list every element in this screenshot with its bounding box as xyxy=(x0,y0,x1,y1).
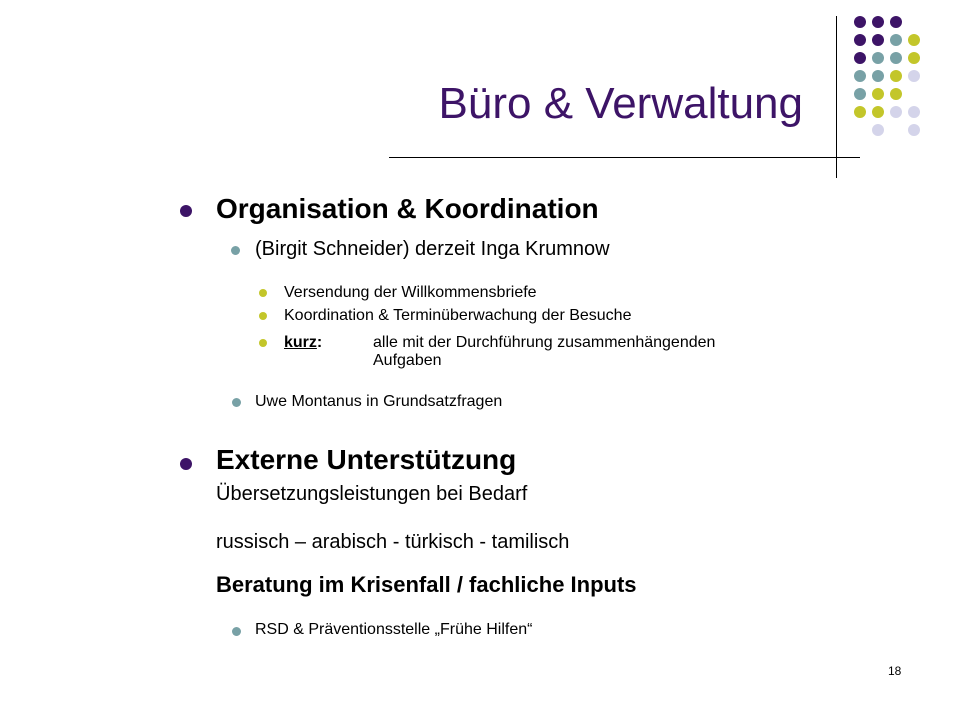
level2-bullet xyxy=(231,246,240,255)
decorative-dot xyxy=(872,16,884,28)
slide-title: Büro & Verwaltung xyxy=(438,79,803,128)
decorative-dot xyxy=(908,34,920,46)
decorative-dot xyxy=(854,106,866,118)
decorative-dot xyxy=(854,52,866,64)
decorative-dot xyxy=(854,70,866,82)
decorative-dot xyxy=(854,88,866,100)
decorative-dot xyxy=(908,124,920,136)
decorative-dot xyxy=(872,106,884,118)
decorative-dot xyxy=(890,16,902,28)
decorative-dot xyxy=(890,52,902,64)
decorative-dot xyxy=(908,106,920,118)
extern-subline: Übersetzungsleistungen bei Bedarf xyxy=(216,483,528,505)
vertical-divider xyxy=(836,16,837,178)
level1-bullet xyxy=(180,458,192,470)
uwe-line: Uwe Montanus in Grundsatzfragen xyxy=(255,393,503,410)
task-item: Koordination & Terminüberwachung der Besuche xyxy=(284,307,632,324)
decorative-dot xyxy=(890,106,902,118)
kurz-label-row xyxy=(284,334,322,352)
kurz-colon: : xyxy=(316,334,323,351)
page-number: 18 xyxy=(888,664,902,678)
languages-line: russisch – arabisch - türkisch - tamilisch xyxy=(216,531,570,553)
task-item: Versendung der Willkommensbriefe xyxy=(284,284,537,301)
decorative-dot xyxy=(908,52,920,64)
decorative-dot xyxy=(854,34,866,46)
decorative-dot xyxy=(872,70,884,82)
level1-bullet xyxy=(180,205,192,217)
level2-bullet xyxy=(232,398,241,407)
person-line: (Birgit Schneider) derzeit Inga Krumnow xyxy=(255,238,610,260)
extern-heading: Externe Unterstützung xyxy=(216,444,517,475)
level2-bullet xyxy=(232,627,241,636)
decorative-dot xyxy=(890,88,902,100)
level3-bullet xyxy=(259,289,267,297)
title-underline xyxy=(389,157,860,158)
decorative-dot xyxy=(854,16,866,28)
organisation-heading: Organisation & Koordination xyxy=(216,193,599,224)
decorative-dot xyxy=(872,52,884,64)
beratung-line: Beratung im Krisenfall / fachliche Inputs xyxy=(216,572,637,597)
kurz-text-line2: Aufgaben xyxy=(373,352,442,369)
decorative-dot xyxy=(872,34,884,46)
decorative-dot xyxy=(890,34,902,46)
decorative-dot xyxy=(872,124,884,136)
kurz-text-line1: alle mit der Durchführung zusammenhängenden xyxy=(373,334,716,351)
level3-bullet xyxy=(259,312,267,320)
decorative-dot xyxy=(890,70,902,82)
rsd-line: RSD & Präventionsstelle „Frühe Hilfen“ xyxy=(255,621,533,638)
decorative-dot xyxy=(872,88,884,100)
level3-bullet xyxy=(259,339,267,347)
decorative-dot xyxy=(908,70,920,82)
kurz-label: kurz xyxy=(284,334,317,351)
